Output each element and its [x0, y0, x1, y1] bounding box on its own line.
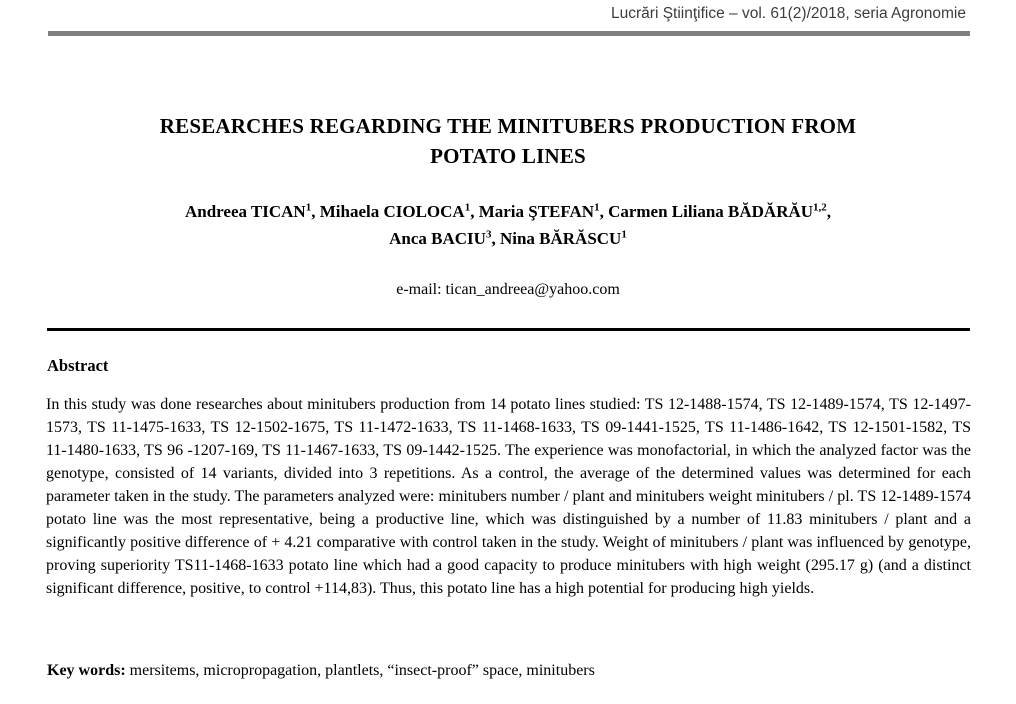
- author-separator: ,: [826, 202, 832, 221]
- keywords-label: Key words:: [47, 662, 126, 679]
- author-affiliation-superscript: 1: [621, 228, 627, 241]
- author-affiliation-superscript: 3: [485, 228, 492, 241]
- author-affiliation-superscript: 1,2: [813, 201, 827, 214]
- journal-header-line: Lucrări Ştiinţifice – vol. 61(2)/2018, seria Agronomie: [611, 5, 966, 22]
- author-affiliation-superscript: 1: [594, 201, 600, 214]
- author-separator: ,: [599, 202, 609, 221]
- author-affiliation-superscript: 1: [464, 201, 471, 214]
- author-line-1: [47, 198, 969, 225]
- section-divider-rule: [47, 328, 970, 331]
- paper-title: [47, 111, 969, 171]
- keywords-line: [47, 662, 972, 680]
- author-separator: ,: [311, 202, 320, 221]
- abstract-body: In this study was done researches about minitubers production from 14 potato lines studied: TS 12-1488-1574, TS 12-1489-1574, TS 12-1497-1573, TS 11-1475-1633, TS 12-1502-1675, TS 11-1472-1633, TS 11-1468-1633, TS 09-1441-1525, TS 11-1486-1642, TS 12-1501-1582, TS 11-1480-1633, TS 96 -1207-169, TS 11-1467-1633, TS 09-1442-1525. The experience was monofactorial, in which the analyzed factor was the genotype, consisted of 14 variants, divided into 3 repetitions. As a control, the average of the determined values was determined for each parameter taken in the study. The parameters analyzed were: minitubers number / plant and minitubers weight minitubers / pl. TS 12-1489-1574 potato line was the most representative, being a productive line, which was distinguished by a number of 11.83 minitubers / plant and a significantly positive difference of + 4.21 comparative with control taken in the study. Weight of minitubers / plant was influenced by genotype, proving superiority TS11-1468-1633 potato line which had a good capacity to produce minitubers with high weight (295.17 g) (and a distinct significant difference, positive, to control +114,83). Thus, this potato line has a high potential for producing high yields.: [46, 396, 971, 597]
- header-divider-bar: [48, 31, 970, 36]
- author-name: Andreea TICAN: [184, 202, 306, 221]
- paper-title-line-2: POTATO LINES: [430, 144, 586, 168]
- contact-email: e-mail: tican_andreea@yahoo.com: [396, 281, 620, 298]
- author-name: Maria ŞTEFAN: [478, 202, 595, 221]
- paper-title-line-1: RESEARCHES REGARDING THE MINITUBERS PRODUCTION FROM: [159, 114, 857, 138]
- author-affiliation-superscript: 1: [305, 201, 312, 214]
- abstract-heading: Abstract: [47, 356, 109, 375]
- author-line-2: [47, 225, 969, 252]
- author-name: Nina BĂRĂSCU: [499, 229, 622, 248]
- keywords-text: mersitems, micropropagation, plantlets, “insect-proof” space, minitubers: [129, 662, 595, 679]
- author-name: Carmen Liliana BĂDĂRĂU: [608, 202, 814, 221]
- author-name: Mihaela CIOLOCA: [319, 202, 465, 221]
- author-separator: ,: [470, 202, 479, 221]
- author-list: [47, 198, 969, 252]
- author-separator: ,: [491, 229, 500, 248]
- author-name: Anca BACIU: [389, 229, 486, 248]
